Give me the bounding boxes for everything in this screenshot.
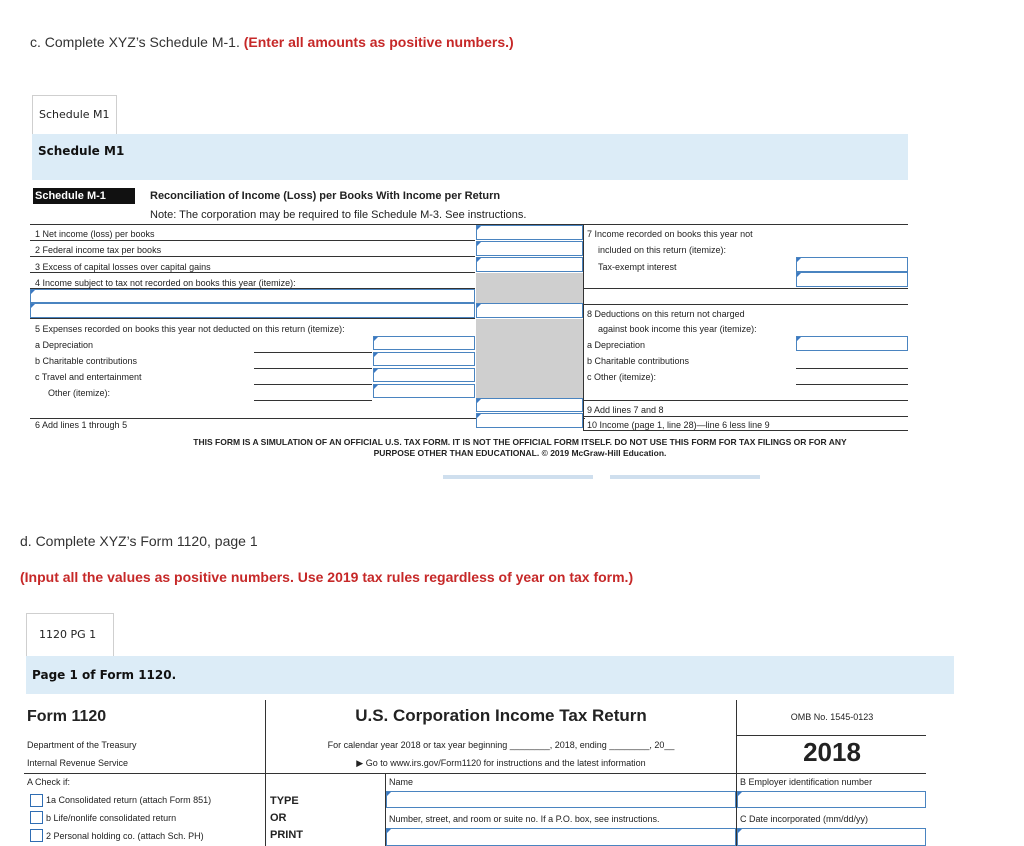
calendar-year-line: For calendar year 2018 or tax year beginning ________, 2018, ending ________, 20__ xyxy=(327,740,675,750)
street-label: Number, street, and room or suite no. If a P.O. box, see instructions. xyxy=(389,814,660,824)
form-label-m1: Schedule M-1 xyxy=(33,188,135,204)
check-label: A Check if: xyxy=(27,777,71,787)
line-8-cont: against book income this year (itemize): xyxy=(598,324,757,334)
street-input[interactable] xyxy=(386,828,736,846)
disclaimer xyxy=(30,437,1010,459)
line-5-other-input[interactable] xyxy=(373,384,475,398)
line-6: 6 Add lines 1 through 5 xyxy=(35,420,128,430)
question-c-instruction: (Enter all amounts as positive numbers.) xyxy=(243,34,514,50)
line-2: 2 Federal income tax per books xyxy=(35,245,162,255)
line-5-amount[interactable] xyxy=(476,398,583,412)
form-note-m1: Note: The corporation may be required to file Schedule M-3. See instructions. xyxy=(150,209,527,221)
ein-input[interactable] xyxy=(737,791,926,808)
goto-line: ▶ Go to www.irs.gov/Form1120 for instructions and the latest information xyxy=(356,758,646,768)
line-3: 3 Excess of capital losses over capital gains xyxy=(35,262,211,272)
line-7-cont: included on this return (itemize): xyxy=(598,245,727,255)
disclaimer-line-2: PURPOSE OTHER THAN EDUCATIONAL. © 2019 McGraw-Hill Education. xyxy=(373,448,667,458)
schedule-m1-band: Schedule M1 xyxy=(32,134,908,180)
line-4-input-1[interactable] xyxy=(30,289,475,303)
check-consolidated-label: 1a Consolidated return (attach Form 851) xyxy=(46,795,212,805)
form-title-m1: Reconciliation of Income (Loss) per Books With Income per Return xyxy=(150,190,501,202)
line-5b: b Charitable contributions xyxy=(35,356,138,366)
line-8a-input[interactable] xyxy=(796,336,908,351)
question-c xyxy=(30,34,514,50)
checkbox-consolidated[interactable] xyxy=(30,794,43,807)
line-8c: c Other (itemize): xyxy=(587,372,657,382)
corporation-name-input[interactable] xyxy=(386,791,736,808)
disclaimer-line-1: THIS FORM IS A SIMULATION OF AN OFFICIAL U.S. TAX FORM. IT IS NOT THE OFFICIAL FORM ITSELF. DO NOT USE THIS FORM FOR TAX FILINGS OR FOR ANY xyxy=(193,437,847,447)
type-or-print xyxy=(270,793,303,844)
line-4-amount[interactable] xyxy=(476,303,583,318)
question-d: d. Complete XYZ’s Form 1120, page 1 xyxy=(20,533,258,549)
question-d-instruction: (Input all the values as positive numbers. Use 2019 tax rules regardless of year on tax form.) xyxy=(20,569,634,585)
type-word: TYPE xyxy=(270,795,299,807)
checkbox-personal-holding[interactable] xyxy=(30,829,43,842)
check-personal-holding-label: 2 Personal holding co. (attach Sch. PH) xyxy=(46,831,204,841)
line-5: 5 Expenses recorded on books this year not deducted on this return (itemize): xyxy=(35,324,345,334)
line-1-amount[interactable] xyxy=(476,225,583,240)
irs-label: Internal Revenue Service xyxy=(27,758,129,768)
line-9: 9 Add lines 7 and 8 xyxy=(587,405,664,415)
line-8: 8 Deductions on this return not charged xyxy=(587,309,745,319)
omb-number: OMB No. 1545-0123 xyxy=(790,712,874,722)
tax-year: 2018 xyxy=(803,737,861,767)
line-3-amount[interactable] xyxy=(476,257,583,272)
name-label: Name xyxy=(389,777,414,787)
line-7-tax-exempt: Tax-exempt interest xyxy=(598,262,677,272)
shaded-cell xyxy=(476,273,583,303)
tab-1120-pg1[interactable]: 1120 PG 1 xyxy=(26,613,114,657)
dept-treasury: Department of the Treasury xyxy=(27,740,137,750)
line-7: 7 Income recorded on books this year not xyxy=(587,229,753,239)
date-incorporated-input[interactable] xyxy=(737,828,926,846)
line-7-tax-exempt-input[interactable] xyxy=(796,257,908,272)
line-8a: a Depreciation xyxy=(587,340,646,350)
line-5c: c Travel and entertainment xyxy=(35,372,142,382)
line-8b: b Charitable contributions xyxy=(587,356,690,366)
line-6-amount[interactable] xyxy=(476,413,583,428)
question-c-text: c. Complete XYZ’s Schedule M-1. xyxy=(30,34,240,50)
or-word: OR xyxy=(270,812,287,824)
tab-schedule-m1[interactable]: Schedule M1 xyxy=(32,95,117,135)
shaded-cell-2 xyxy=(476,319,583,398)
ein-label: B Employer identification number xyxy=(740,777,873,787)
line-10: 10 Income (page 1, line 28)—line 6 less line 9 xyxy=(587,420,770,430)
line-5b-input[interactable] xyxy=(373,352,475,366)
line-7-amount[interactable] xyxy=(796,272,908,287)
line-5c-input[interactable] xyxy=(373,368,475,382)
line-5-other: Other (itemize): xyxy=(48,388,111,398)
form-number: Form 1120 xyxy=(27,708,107,725)
form-main-title: U.S. Corporation Income Tax Return xyxy=(355,706,647,725)
line-5a: a Depreciation xyxy=(35,340,94,350)
form-1120-band: Page 1 of Form 1120. xyxy=(26,656,954,694)
scrollbar-1[interactable] xyxy=(443,475,593,479)
line-1: 1 Net income (loss) per books xyxy=(35,229,155,239)
line-4-input-2[interactable] xyxy=(30,303,475,318)
line-2-amount[interactable] xyxy=(476,241,583,256)
date-incorporated-label: C Date incorporated (mm/dd/yy) xyxy=(740,814,869,824)
checkbox-life-nonlife[interactable] xyxy=(30,811,43,824)
line-5a-input[interactable] xyxy=(373,336,475,350)
scrollbar-2[interactable] xyxy=(610,475,760,479)
check-life-nonlife-label: b Life/nonlife consolidated return xyxy=(46,813,177,823)
print-word: PRINT xyxy=(270,829,303,841)
line-4: 4 Income subject to tax not recorded on books this year (itemize): xyxy=(35,278,296,288)
